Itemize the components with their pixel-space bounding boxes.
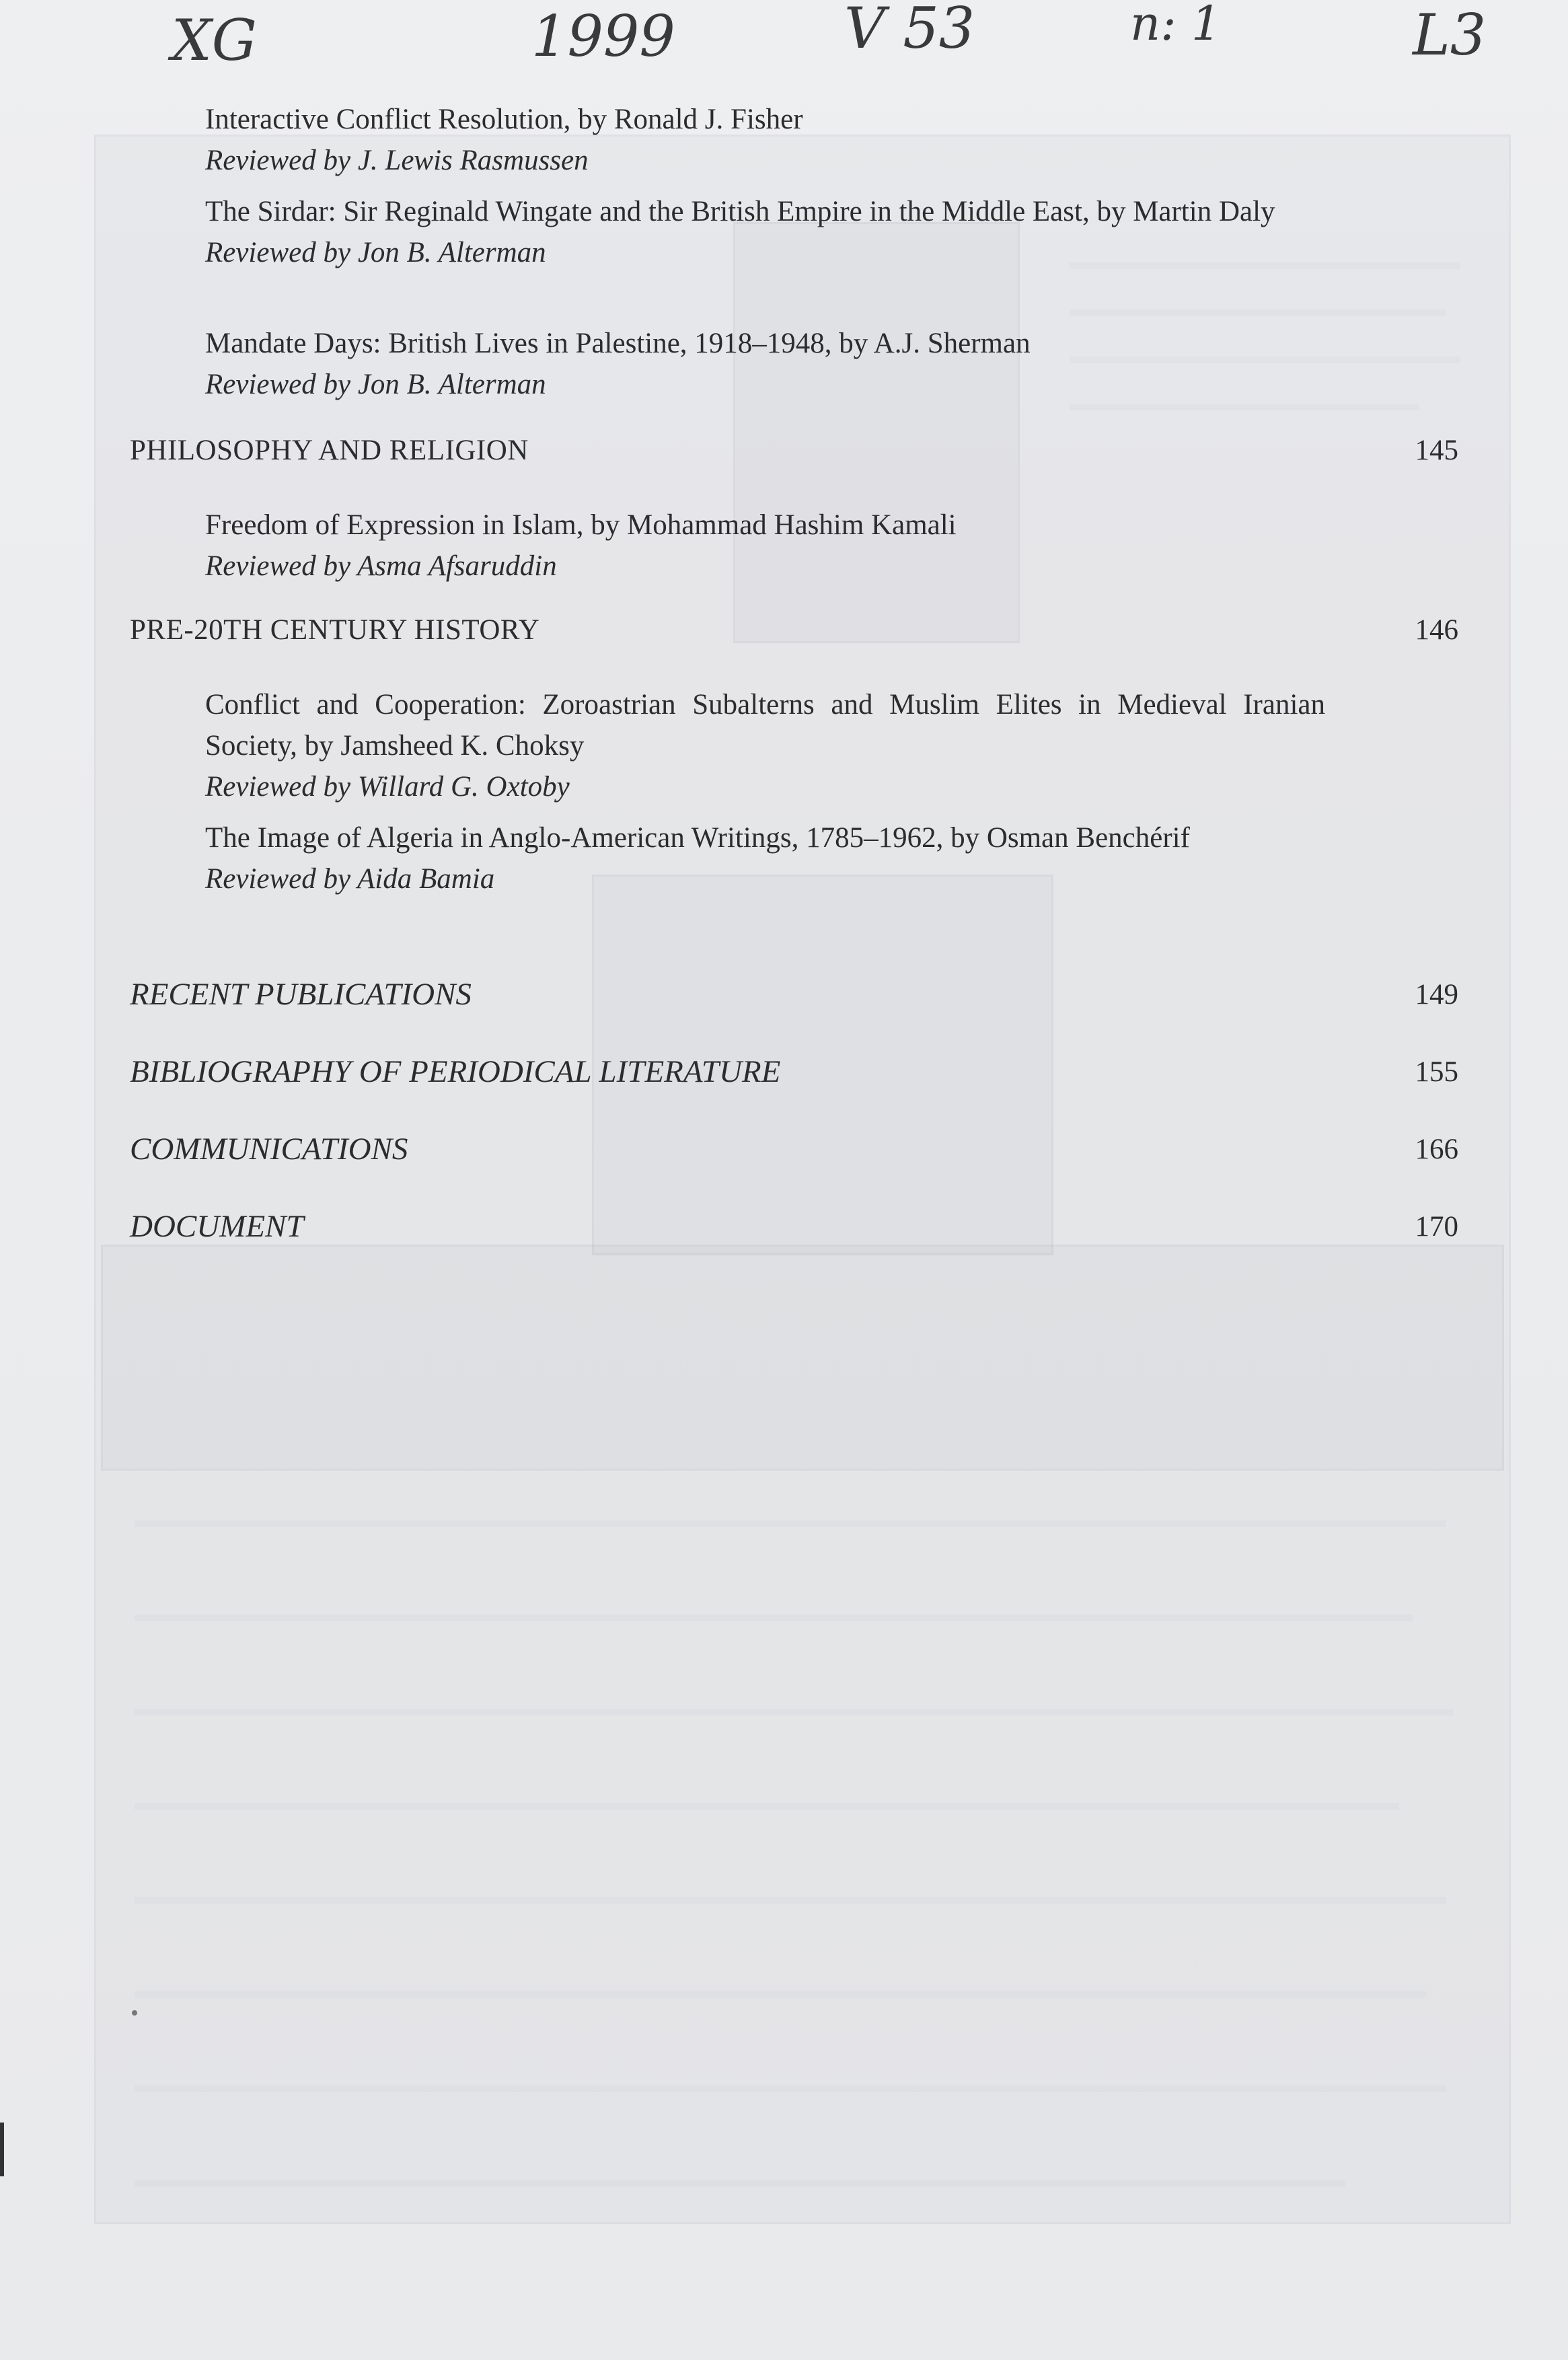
section-heading: PHILOSOPHY AND RELIGION [130,435,529,466]
reviewer-name: Reviewed by Jon B. Alterman [205,237,546,268]
handwritten-mark: n: 1 [1130,0,1222,51]
book-title: Mandate Days: British Lives in Palestine, 1918–1948, by A.J. Sherman [205,328,1031,359]
binding-edge-mark [0,2123,4,2176]
review-entry [205,99,1325,181]
book-title: The Sirdar: Sir Reginald Wingate and the British Empire in the Middle East, by Martin Daly [205,196,1275,227]
review-entry [205,191,1325,273]
reviewer-name: Reviewed by Jon B. Alterman [205,369,546,400]
book-title: Conflict and Cooperation: Zoroastrian Subalterns and Muslim Elites in Medieval Iranian Society, by Jamsheed K. Choksy [205,689,1325,762]
section-heading: BIBLIOGRAPHY OF PERIODICAL LITERATURE [130,1054,781,1089]
bleed-through-line [135,1991,1426,1998]
page-number: 166 [1415,1134,1458,1165]
review-entry [205,817,1325,899]
page-number: 155 [1415,1056,1458,1088]
handwritten-mark: 1999 [531,3,675,69]
page-number: 145 [1415,435,1458,466]
book-title: The Image of Algeria in Anglo-American Writings, 1785–1962, by Osman Benchérif [205,822,1190,854]
bleed-through-line [135,1709,1453,1716]
bleed-through-line [1070,309,1446,316]
reviewer-name: Reviewed by Asma Afsaruddin [205,550,557,582]
reviewer-name: Reviewed by Willard G. Oxtoby [205,771,570,803]
page-number: 170 [1415,1211,1458,1243]
book-title: Interactive Conflict Resolution, by Ronald J. Fisher [205,104,803,135]
bleed-through-line [135,2086,1446,2092]
reviewer-name: Reviewed by Aida Bamia [205,863,495,895]
handwritten-mark: L3 [1413,2,1487,68]
handwritten-mark: XG [172,7,257,73]
section-heading: COMMUNICATIONS [130,1132,408,1167]
reviewer-name: Reviewed by J. Lewis Rasmussen [205,145,589,176]
bleed-through-line [135,1520,1446,1527]
review-entry [205,323,1325,405]
bleed-through-line [135,2180,1345,2186]
handwritten-mark: V 53 [844,0,975,61]
page-number: 146 [1415,614,1458,646]
section-heading: RECENT PUBLICATIONS [130,977,472,1012]
bleed-through-line [135,1897,1446,1904]
ink-speck [132,2010,137,2016]
book-title: Freedom of Expression in Islam, by Mohammad Hashim Kamali [205,509,957,541]
bleed-through-line [135,1803,1399,1810]
review-entry [205,684,1325,807]
section-heading: PRE-20TH CENTURY HISTORY [130,614,540,646]
review-entry [205,505,1325,587]
bleed-through-box [101,1245,1504,1471]
page-number: 149 [1415,979,1458,1010]
bleed-through-line [135,1615,1413,1621]
section-heading: DOCUMENT [130,1209,304,1244]
